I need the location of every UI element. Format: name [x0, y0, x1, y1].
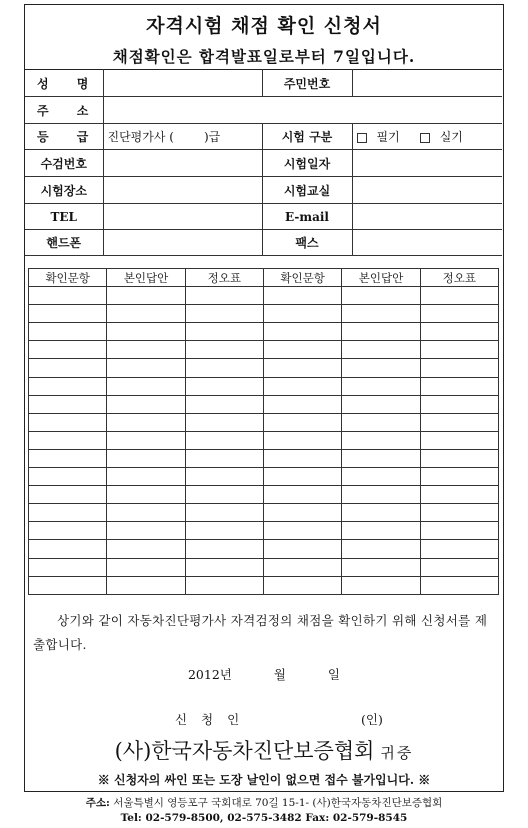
table-cell[interactable]: [342, 359, 420, 377]
table-cell[interactable]: [342, 287, 420, 305]
table-cell[interactable]: [263, 540, 341, 558]
table-cell[interactable]: [185, 413, 263, 431]
email-label: E-mail: [262, 204, 352, 230]
table-cell[interactable]: [420, 540, 498, 558]
table-row: [29, 377, 499, 395]
table-cell[interactable]: [107, 287, 185, 305]
seal-mark: (인): [361, 712, 383, 727]
table-row: [29, 305, 499, 323]
table-cell[interactable]: [342, 323, 420, 341]
table-cell[interactable]: [263, 287, 341, 305]
column-header: 본인답안: [107, 269, 185, 287]
resident-no-field[interactable]: [352, 70, 502, 97]
table-cell[interactable]: [185, 576, 263, 594]
table-cell[interactable]: [263, 558, 341, 576]
exam-no-label: 수검번호: [25, 150, 103, 177]
table-cell[interactable]: [29, 486, 107, 504]
table-cell[interactable]: [107, 395, 185, 413]
table-row: [29, 341, 499, 359]
table-cell[interactable]: [185, 468, 263, 486]
exam-room-field[interactable]: [352, 177, 502, 204]
table-cell[interactable]: [107, 359, 185, 377]
table-cell[interactable]: [342, 576, 420, 594]
applicant-info-table: [25, 69, 502, 256]
column-header: 정오표: [420, 269, 498, 287]
table-cell[interactable]: [263, 323, 341, 341]
table-cell[interactable]: [29, 377, 107, 395]
table-cell[interactable]: [342, 540, 420, 558]
table-cell[interactable]: [342, 395, 420, 413]
table-cell[interactable]: [29, 341, 107, 359]
grade-prefix: 진단평가사 (: [107, 130, 174, 144]
table-cell[interactable]: [107, 504, 185, 522]
exam-date-field[interactable]: [352, 150, 502, 177]
table-cell[interactable]: [420, 359, 498, 377]
table-row: [29, 413, 499, 431]
table-cell[interactable]: [29, 522, 107, 540]
footer-contact: Tel: 02-579-8500, 02-575-3482 Fax: 02-579-8545: [120, 812, 408, 824]
table-cell[interactable]: [342, 558, 420, 576]
date-line: [25, 665, 503, 683]
table-cell[interactable]: [29, 468, 107, 486]
table-cell[interactable]: [185, 323, 263, 341]
table-cell[interactable]: [107, 323, 185, 341]
table-cell[interactable]: [185, 395, 263, 413]
table-row: [29, 576, 499, 594]
name-field[interactable]: [103, 70, 262, 97]
grade-suffix: )급: [203, 130, 221, 144]
table-cell[interactable]: [263, 341, 341, 359]
table-cell[interactable]: [420, 431, 498, 449]
table-cell[interactable]: [185, 540, 263, 558]
table-cell[interactable]: [263, 377, 341, 395]
table-cell[interactable]: [342, 413, 420, 431]
address-field[interactable]: [103, 97, 502, 124]
statement-text: 상기와 같이 자동차진단평가사 자격검정의 채점을 확인하기 위해 신청서를 제출합니다.: [33, 613, 488, 652]
table-cell[interactable]: [342, 341, 420, 359]
table-cell[interactable]: [420, 305, 498, 323]
table-cell[interactable]: [107, 558, 185, 576]
table-cell[interactable]: [185, 504, 263, 522]
footer-address: [0, 795, 528, 810]
confirmation-header-row: [29, 269, 499, 287]
table-cell[interactable]: [185, 359, 263, 377]
table-cell[interactable]: [29, 431, 107, 449]
column-header: 본인답안: [342, 269, 420, 287]
table-cell[interactable]: [342, 486, 420, 504]
table-cell[interactable]: [420, 395, 498, 413]
mobile-field[interactable]: [103, 230, 262, 256]
table-cell[interactable]: [29, 540, 107, 558]
table-cell[interactable]: [107, 377, 185, 395]
table-cell[interactable]: [107, 431, 185, 449]
table-row: [29, 540, 499, 558]
grade-label: 등 급: [25, 124, 103, 150]
table-cell[interactable]: [107, 522, 185, 540]
table-cell[interactable]: [29, 287, 107, 305]
email-field[interactable]: [352, 204, 502, 230]
table-cell[interactable]: [29, 576, 107, 594]
table-cell[interactable]: [107, 449, 185, 467]
association-suffix: 귀중: [380, 744, 414, 762]
table-cell[interactable]: [420, 287, 498, 305]
table-row: [29, 395, 499, 413]
table-cell[interactable]: [29, 323, 107, 341]
exam-place-label: 시험장소: [25, 177, 103, 204]
table-cell[interactable]: [263, 468, 341, 486]
table-cell[interactable]: [185, 341, 263, 359]
table-row: [29, 323, 499, 341]
table-row: [29, 359, 499, 377]
column-header: 정오표: [185, 269, 263, 287]
table-cell[interactable]: [263, 359, 341, 377]
table-cell[interactable]: [342, 504, 420, 522]
footer-address-label: 주소:: [85, 797, 110, 809]
table-cell[interactable]: [263, 576, 341, 594]
applicant-label: 신 청 인: [175, 712, 245, 727]
table-cell[interactable]: [342, 522, 420, 540]
table-row: [29, 522, 499, 540]
association-name: (사)한국자동차진단보증협회: [114, 739, 375, 763]
table-cell[interactable]: [29, 395, 107, 413]
confirmation-table: [28, 268, 499, 595]
name-label: 성 명: [25, 70, 103, 97]
table-row: [29, 558, 499, 576]
table-cell[interactable]: [263, 395, 341, 413]
table-row: [29, 486, 499, 504]
table-cell[interactable]: [107, 413, 185, 431]
table-cell[interactable]: [420, 558, 498, 576]
table-cell[interactable]: [29, 449, 107, 467]
table-row: [29, 468, 499, 486]
date-year: 2012년: [187, 667, 232, 682]
footer-address-text: 서울특별시 영등포구 국회대로 70길 15-1- (사)한국자동차진단보증협회: [113, 797, 443, 809]
date-day: 일: [327, 667, 340, 682]
table-cell[interactable]: [185, 449, 263, 467]
exam-date-label: 시험일자: [262, 150, 352, 177]
resident-no-label: 주민번호: [262, 70, 352, 97]
grade-field[interactable]: [103, 124, 262, 150]
practical-checkbox[interactable]: [420, 133, 430, 143]
table-cell[interactable]: [185, 558, 263, 576]
table-cell[interactable]: [420, 341, 498, 359]
exam-place-field[interactable]: [103, 177, 262, 204]
table-cell[interactable]: [263, 413, 341, 431]
form-subtitle: 채점확인은 합격발표일로부터 7일입니다.: [112, 47, 416, 66]
exam-type-field: [352, 124, 502, 150]
table-cell[interactable]: [29, 413, 107, 431]
table-cell[interactable]: [107, 341, 185, 359]
table-cell[interactable]: [185, 522, 263, 540]
table-cell[interactable]: [185, 431, 263, 449]
exam-room-label: 시험교실: [262, 177, 352, 204]
date-month: 월: [273, 667, 286, 682]
table-cell[interactable]: [263, 522, 341, 540]
table-cell[interactable]: [420, 468, 498, 486]
table-cell[interactable]: [342, 305, 420, 323]
table-cell[interactable]: [185, 486, 263, 504]
table-cell[interactable]: [29, 558, 107, 576]
fax-field[interactable]: [352, 230, 502, 256]
fax-label: 팩스: [262, 230, 352, 256]
exam-type-label: 시험 구분: [262, 124, 352, 150]
table-cell[interactable]: [263, 305, 341, 323]
table-cell[interactable]: [420, 449, 498, 467]
table-cell[interactable]: [185, 305, 263, 323]
table-cell[interactable]: [342, 468, 420, 486]
table-cell[interactable]: [420, 323, 498, 341]
table-cell[interactable]: [420, 522, 498, 540]
table-cell[interactable]: [107, 305, 185, 323]
table-cell[interactable]: [420, 504, 498, 522]
table-cell[interactable]: [29, 359, 107, 377]
table-cell[interactable]: [185, 287, 263, 305]
table-cell[interactable]: [342, 377, 420, 395]
table-cell[interactable]: [107, 540, 185, 558]
table-cell[interactable]: [342, 449, 420, 467]
written-label: 필기: [376, 130, 400, 144]
application-form: [24, 4, 504, 792]
table-cell[interactable]: [263, 504, 341, 522]
association-line: [25, 735, 503, 765]
table-cell[interactable]: [342, 431, 420, 449]
table-cell[interactable]: [263, 486, 341, 504]
mobile-label: 핸드폰: [25, 230, 103, 256]
table-cell[interactable]: [29, 504, 107, 522]
column-header: 확인문항: [263, 269, 341, 287]
table-cell[interactable]: [420, 413, 498, 431]
table-cell[interactable]: [420, 486, 498, 504]
address-label: 주 소: [25, 97, 103, 124]
table-row: [29, 287, 499, 305]
written-checkbox[interactable]: [357, 133, 367, 143]
table-cell[interactable]: [107, 468, 185, 486]
exam-no-field[interactable]: [103, 150, 262, 177]
practical-label: 실기: [439, 130, 463, 144]
notice-text: ※ 신청자의 싸인 또는 도장 날인이 없으면 접수 불가입니다. ※: [97, 773, 431, 787]
table-cell[interactable]: [263, 449, 341, 467]
table-cell[interactable]: [29, 305, 107, 323]
form-title: 자격시험 채점 확인 신청서: [146, 15, 382, 37]
table-cell[interactable]: [263, 431, 341, 449]
tel-label: TEL: [25, 204, 103, 230]
column-header: 확인문항: [29, 269, 107, 287]
table-cell[interactable]: [185, 377, 263, 395]
table-row: [29, 431, 499, 449]
table-row: [29, 449, 499, 467]
table-cell[interactable]: [107, 576, 185, 594]
table-row: [29, 504, 499, 522]
tel-field[interactable]: [103, 204, 262, 230]
table-cell[interactable]: [420, 377, 498, 395]
table-cell[interactable]: [107, 486, 185, 504]
table-cell[interactable]: [420, 576, 498, 594]
